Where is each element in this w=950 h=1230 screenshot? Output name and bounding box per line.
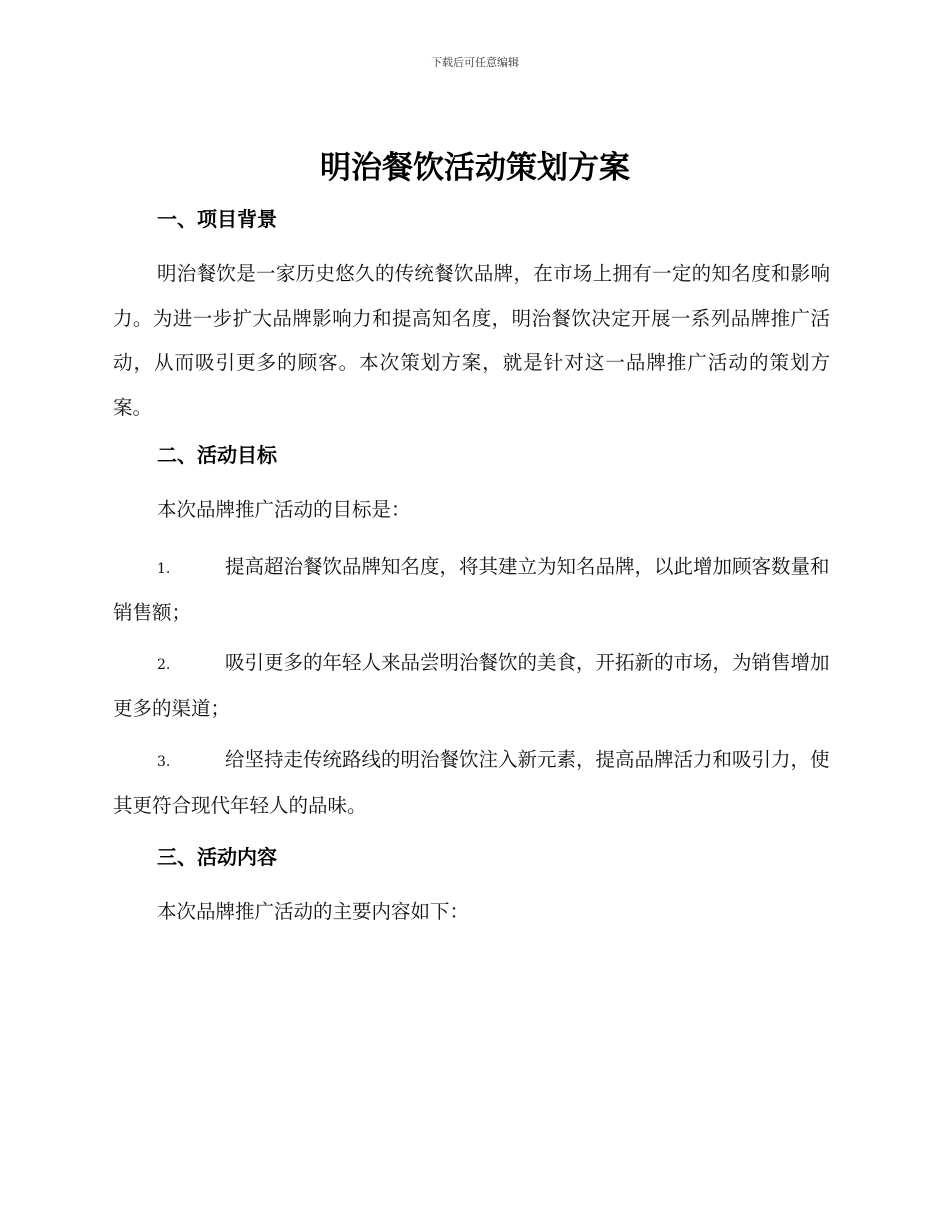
section-heading-content: 三、活动内容 <box>157 845 277 869</box>
list-item-number: 3. <box>157 754 171 770</box>
list-item-text: 给坚持走传统路线的明治餐饮注入新元素，提高品牌活力和吸引力，使其更符合现代年轻人的品味。 <box>113 748 830 817</box>
document-title: 明治餐饮活动策划方案 <box>320 150 630 186</box>
list-item-number: 2. <box>157 657 171 673</box>
section-heading-goals: 二、活动目标 <box>157 443 277 467</box>
list-item <box>113 545 830 634</box>
section-paragraph-goals-intro: 本次品牌推广活动的目标是： <box>157 498 411 521</box>
list-item <box>113 738 830 827</box>
header-note: 下载后可任意编辑 <box>431 56 519 69</box>
list-item-number: 1. <box>157 561 171 577</box>
section-heading-background: 一、项目背景 <box>157 207 277 231</box>
section-paragraph-background: 明治餐饮是一家历史悠久的传统餐饮品牌，在市场上拥有一定的知名度和影响力。为进一步扩大品牌影响力和提高知名度，明治餐饮决定开展一系列品牌推广活动，从而吸引更多的顾客。本次策划方案，就是针对这一品牌推广活动的策划方案。 <box>113 262 830 419</box>
list-item <box>113 641 830 730</box>
section-paragraph-content-intro: 本次品牌推广活动的主要内容如下： <box>157 900 470 923</box>
list-item-text: 提高超治餐饮品牌知名度，将其建立为知名品牌，以此增加顾客数量和销售额； <box>113 555 830 624</box>
list-item-text: 吸引更多的年轻人来品尝明治餐饮的美食，开拓新的市场，为销售增加更多的渠道； <box>113 651 830 720</box>
